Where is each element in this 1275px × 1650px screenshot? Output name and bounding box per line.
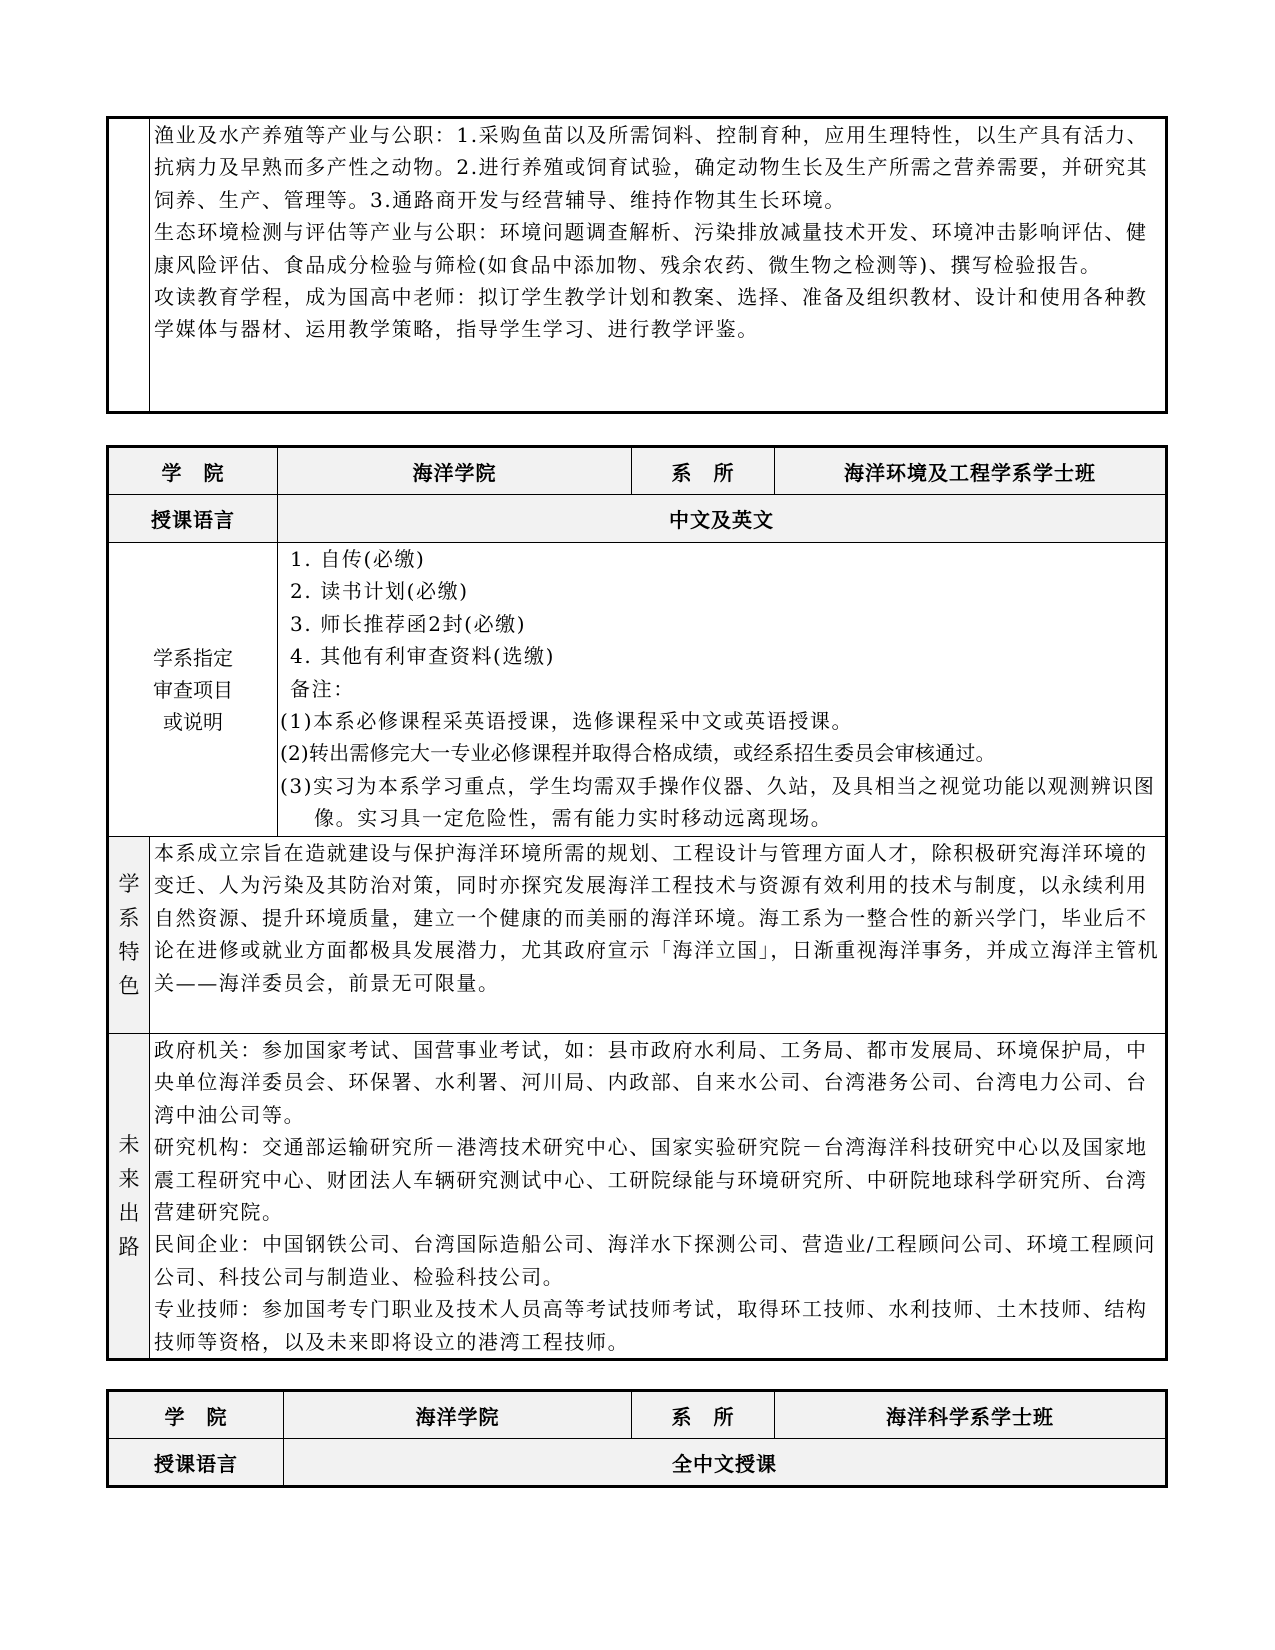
career-paragraph: 生态环境检测与评估等产业与公职：环境问题调查解析、污染排放减量技术开发、环境冲击影响评估、健康风险评估、食品成分检验与筛检(如食品中添加物、残余农药、微生物之检测等)、撰写检验报告。 bbox=[154, 220, 1148, 277]
future-paragraph: 政府机关：参加国家考试、国营事业考试，如：县市政府水利局、工务局、都市发展局、环境保护局，中央单位海洋委员会、环保署、水利署、河川局、内政部、自来水公司、台湾港务公司、台湾电力公司、台湾中油公司等。 bbox=[154, 1038, 1148, 1127]
feature-label bbox=[108, 837, 150, 1034]
review-item: 1. 自传(必缴) bbox=[290, 547, 426, 571]
feature-label-char: 系 bbox=[118, 906, 140, 930]
future-paragraph: 民间企业：中国钢铁公司、台湾国际造船公司、海洋水下探测公司、营造业/工程顾问公司、环境工程顾问公司、科技公司与制造业、检验科技公司。 bbox=[154, 1232, 1156, 1289]
future-label-char: 路 bbox=[118, 1235, 140, 1260]
future-label-char: 出 bbox=[118, 1201, 140, 1226]
future-label-char: 未 bbox=[118, 1133, 140, 1158]
review-label-line: 审查项目 bbox=[153, 677, 233, 702]
review-label bbox=[108, 543, 278, 837]
review-items bbox=[278, 543, 1167, 837]
review-note-heading: 备注： bbox=[290, 676, 355, 701]
dept-info-table-marine-env bbox=[106, 445, 1168, 1361]
feature-text: 本系成立宗旨在造就建设与保护海洋环境所需的规划、工程设计与管理方面人才，除积极研究海洋环境的变迁、人为污染及其防治对策，同时亦探究发展海洋工程技术与资源有效利用的技术与制度，以永续利用自然资源、提升环境质量，建立一个健康的而美丽的海洋环境。海工系为一整合性的新兴学门，毕业后不论在进修或就业方面都极具发展潜力，尤其政府宣示「海洋立国」，日渐重视海洋事务，并成立海洋主管机关——海洋委员会，前景无可限量。 bbox=[150, 837, 1167, 1034]
career-paragraph: 渔业及水产养殖等产业与公职：1.采购鱼苗以及所需饲料、控制育种，应用生理特性，以生产具有活力、抗病力及早熟而多产性之动物。2.进行养殖或饲育试验，确定动物生长及生产所需之营养需要，并研究其饲养、生产、管理等。3.通路商开发与经营辅导、维持作物其生长环境。 bbox=[154, 123, 1149, 212]
continuation-content bbox=[150, 118, 1167, 413]
review-note: (1)本系必修课程采英语授课，选修课程采中文或英语授课。 bbox=[280, 709, 854, 734]
feature-label-char: 特 bbox=[118, 940, 140, 964]
review-label-line: 学系指定 bbox=[153, 645, 233, 670]
college-label: 学 院 bbox=[108, 1391, 284, 1439]
college-label: 学 院 bbox=[108, 447, 278, 495]
language-value: 中文及英文 bbox=[278, 495, 1167, 543]
feature-label-char: 色 bbox=[118, 974, 140, 998]
career-paragraph: 攻读教育学程，成为国高中老师：拟订学生教学计划和教案、选择、准备及组织教材、设计和使用各种教学媒体与器材、运用教学策略，指导学生学习、进行教学评鉴。 bbox=[154, 285, 1148, 342]
dept-value: 海洋环境及工程学系学士班 bbox=[775, 447, 1167, 495]
feature-label-char: 学 bbox=[118, 872, 140, 896]
dept-label: 系 所 bbox=[632, 447, 775, 495]
review-label-line: 或说明 bbox=[163, 709, 223, 734]
college-value: 海洋学院 bbox=[284, 1391, 632, 1439]
future-paragraph: 专业技师：参加国考专门职业及技术人员高等考试技师考试，取得环工技师、水利技师、土木技师、结构技师等资格，以及未来即将设立的港湾工程技师。 bbox=[154, 1297, 1148, 1354]
continuation-label-cell bbox=[108, 118, 150, 413]
dept-label: 系 所 bbox=[632, 1391, 775, 1439]
career-continuation-table bbox=[106, 116, 1168, 414]
review-item: 2. 读书计划(必缴) bbox=[290, 579, 469, 604]
dept-value: 海洋科学系学士班 bbox=[775, 1391, 1167, 1439]
review-item: 4. 其他有利审查资料(选缴) bbox=[290, 644, 556, 669]
language-label: 授课语言 bbox=[108, 1439, 284, 1487]
review-item: 3. 师长推荐函2封(必缴) bbox=[290, 611, 527, 636]
future-label-char: 来 bbox=[118, 1167, 140, 1192]
review-item-list bbox=[280, 543, 1161, 705]
review-note: (2)转出需修完大一专业必修课程并取得合格成绩，或经系招生委员会审核通过。 bbox=[280, 741, 996, 766]
future-paragraph: 研究机构：交通部运输研究所－港湾技术研究中心、国家实验研究院－台湾海洋科技研究中心以及国家地震工程研究中心、财团法人车辆研究测试中心、工研院绿能与环境研究所、中研院地球科学研究所、台湾营建研究院。 bbox=[154, 1135, 1148, 1225]
language-label: 授课语言 bbox=[108, 495, 278, 543]
future-label bbox=[108, 1034, 150, 1360]
dept-info-table-marine-science bbox=[106, 1389, 1168, 1488]
college-value: 海洋学院 bbox=[278, 447, 632, 495]
review-note: (3)实习为本系学习重点，学生均需双手操作仪器、久站，及具相当之视觉功能以观测辨识图像。实习具一定危险性，需有能力实时移动远离现场。 bbox=[280, 773, 1156, 831]
language-value: 全中文授课 bbox=[284, 1439, 1167, 1487]
future-content bbox=[150, 1034, 1167, 1360]
